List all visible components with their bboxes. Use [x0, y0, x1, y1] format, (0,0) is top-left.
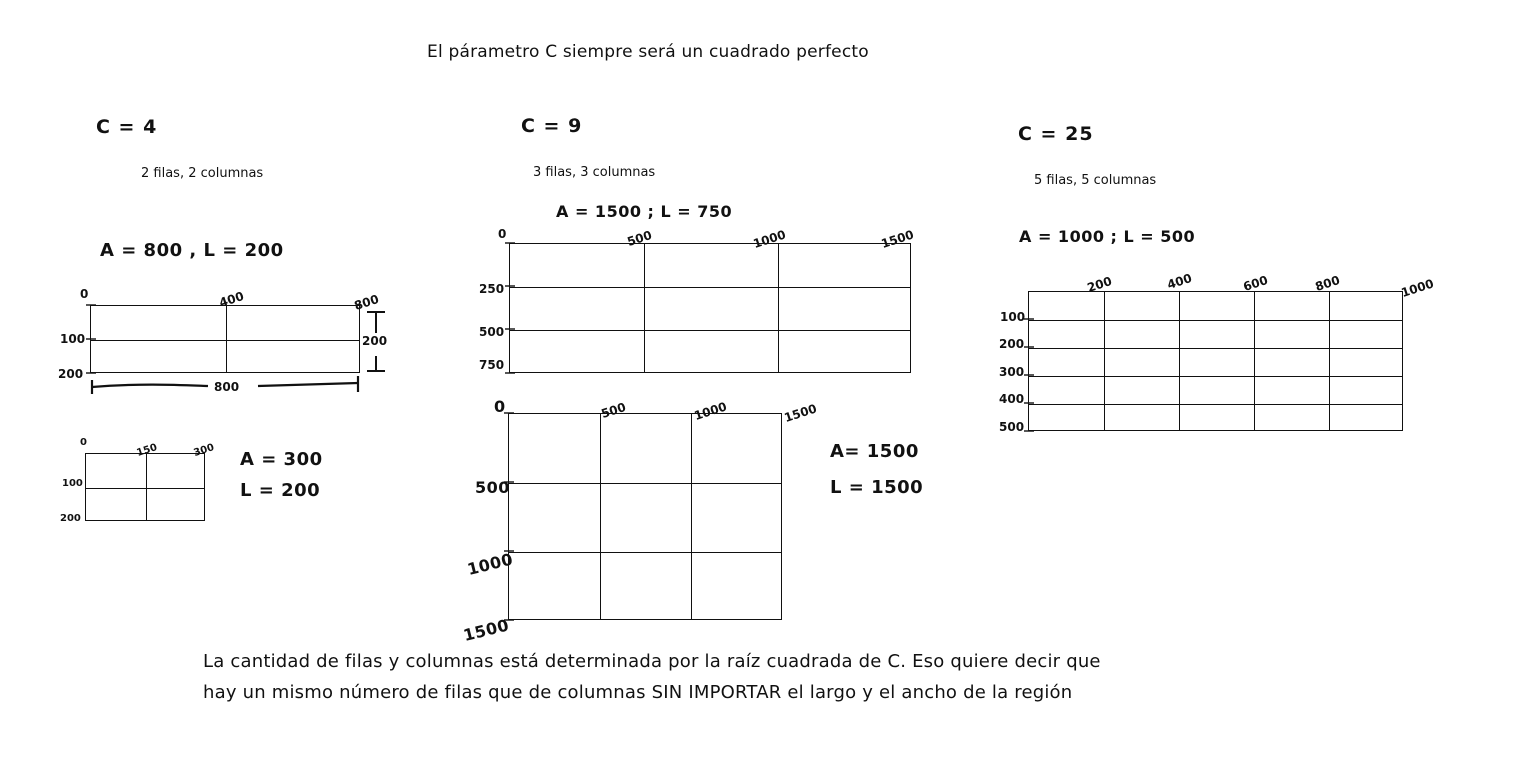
ytick-c4g1-200: 200: [58, 367, 84, 381]
grid-c9-1500x1500: [508, 413, 782, 620]
case-sublabel-c9: 3 filas, 3 columnas: [533, 165, 656, 180]
ytick-c4g2-100: 100: [62, 478, 83, 489]
page-title: El párametro C siempre será un cuadrado perfecto: [427, 42, 869, 62]
footer-line-1: La cantidad de filas y columnas está determinada por la raíz cuadrada de C. Eso quiere decir que: [203, 651, 1101, 672]
xtick-c4g1-0: 0: [80, 287, 89, 301]
bracket-line-right: [258, 383, 358, 386]
ytick-c25-500: 500: [999, 420, 1025, 434]
ytick-c25-100: 100: [1000, 310, 1026, 324]
grid-line-vertical: [1104, 292, 1105, 430]
grid-c25-1000x500: [1028, 291, 1403, 431]
annotation-c4-grid1: A = 800 , L = 200: [100, 240, 284, 261]
xtick-c4g2-0: 0: [80, 437, 87, 448]
annotation-c25-grid: A = 1000 ; L = 500: [1019, 227, 1196, 246]
grid-line-vertical: [600, 414, 601, 619]
grid-line-horizontal: [1029, 348, 1402, 349]
grid-line-vertical: [146, 454, 147, 520]
annotation-c4-grid2-a: A = 300: [240, 449, 323, 470]
footer-line-2: hay un mismo número de filas que de columnas SIN IMPORTAR el largo y el ancho de la región: [203, 682, 1073, 703]
ytick-c4g2-200: 200: [60, 513, 81, 524]
ytick-c25-200: 200: [999, 337, 1025, 351]
case-sublabel-c4: 2 filas, 2 columnas: [141, 166, 264, 181]
grid-line-horizontal: [86, 488, 204, 489]
grid-line-vertical: [691, 414, 692, 619]
xtick-c4g2-300: 300: [192, 442, 216, 460]
xtick-c9g1-0: 0: [498, 227, 507, 241]
ytick-c9g2-1500: 1500: [461, 615, 512, 646]
grid-line-horizontal: [509, 552, 781, 553]
annotation-c9-grid2-a: A= 1500: [830, 441, 919, 462]
grid-line-horizontal: [509, 483, 781, 484]
dimension-height-c4g1: 200: [362, 334, 388, 348]
ytick-c9g2-1000: 1000: [465, 549, 516, 580]
ytick-c9g1-750: 750: [479, 358, 505, 372]
xtick-c4g2-150: 150: [135, 442, 159, 460]
case-label-c9: C = 9: [521, 115, 583, 137]
grid-line-vertical: [1254, 292, 1255, 430]
xtick-c9g2-1000: 1000: [692, 399, 729, 424]
ytick-c25-300: 300: [999, 365, 1025, 379]
xtick-c25-600: 600: [1241, 272, 1270, 295]
ytick-c9g2-500: 500: [475, 478, 510, 497]
case-label-c4: C = 4: [96, 116, 158, 138]
xtick-c9g2-1500: 1500: [782, 401, 819, 426]
xtick-c25-1000: 1000: [1399, 276, 1436, 301]
xtick-c9g1-500: 500: [625, 227, 654, 250]
grid-line-horizontal: [510, 287, 910, 288]
grid-line-horizontal: [510, 330, 910, 331]
grid-c9-1500x750: [509, 243, 911, 373]
xtick-c25-200: 200: [1085, 273, 1114, 296]
ytick-c9g1-250: 250: [479, 282, 505, 296]
grid-line-horizontal: [1029, 376, 1402, 377]
bracket-line-left: [92, 385, 208, 387]
xtick-c4g1-400: 400: [217, 288, 246, 311]
grid-line-vertical: [1179, 292, 1180, 430]
ytick-c4g1-100: 100: [60, 332, 86, 346]
xtick-c25-800: 800: [1313, 272, 1342, 295]
xtick-c9g2-500: 500: [599, 399, 628, 422]
grid-line-vertical: [1329, 292, 1330, 430]
grid-line-vertical: [226, 306, 227, 372]
ytick-c25-400: 400: [999, 392, 1025, 406]
annotation-c4-grid2-l: L = 200: [240, 480, 321, 501]
annotation-c9-grid2-l: L = 1500: [830, 477, 924, 498]
grid-line-horizontal: [1029, 404, 1402, 405]
grid-line-vertical: [644, 244, 645, 372]
xtick-c25-400: 400: [1165, 270, 1194, 293]
annotation-c9-grid1: A = 1500 ; L = 750: [556, 202, 733, 221]
grid-c4-800x200: [90, 305, 360, 373]
xtick-c4g1-800: 800: [352, 291, 381, 314]
case-label-c25: C = 25: [1018, 123, 1094, 145]
grid-line-horizontal: [91, 340, 359, 341]
dimension-width-c4g1: 800: [214, 380, 240, 394]
grid-c4-300x200: [85, 453, 205, 521]
xtick-c9g2-0: 0: [494, 397, 506, 416]
grid-line-vertical: [778, 244, 779, 372]
xtick-c9g1-1000: 1000: [751, 227, 788, 252]
grid-line-horizontal: [1029, 320, 1402, 321]
ytick-c9g1-500: 500: [479, 325, 505, 339]
xtick-c9g1-1500: 1500: [879, 227, 916, 252]
case-sublabel-c25: 5 filas, 5 columnas: [1034, 173, 1157, 188]
